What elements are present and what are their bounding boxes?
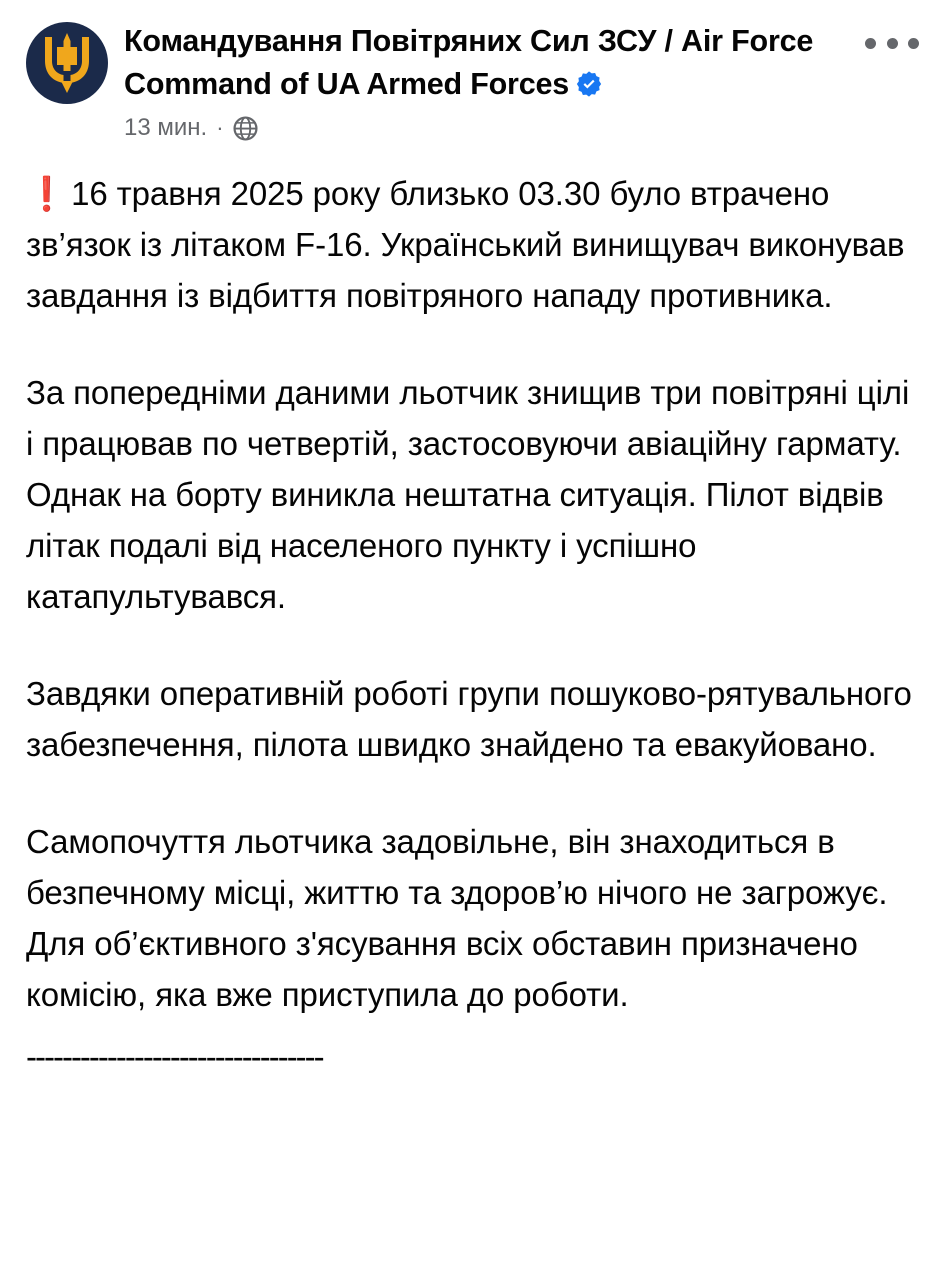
post-paragraph — [26, 816, 917, 1020]
post-paragraph-text: За попередніми даними льотчик знищив три повітряні цілі і працював по четвертій, застосовуючи авіаційну гармату. Однак на борту виникла нештатна ситуація. Пілот відвів літак подалі від населеного пункту і успішно катапультувався. — [26, 374, 910, 615]
post-header — [26, 18, 917, 142]
warning-mark-icon: ❗ — [26, 175, 68, 212]
post-paragraph — [26, 367, 917, 622]
post-paragraph — [26, 668, 917, 770]
ellipsis-icon[interactable] — [865, 26, 919, 60]
avatar[interactable] — [26, 22, 108, 104]
post-paragraph — [26, 168, 917, 321]
post-body — [26, 168, 917, 1072]
post-paragraph-text: Самопочуття льотчика задовільне, він знаходиться в безпечному місці, життю та здоров’ю нічого не загрожує. Для об’єктивного з'ясування всіх обставин призначено комісію, яка вже приступила до роботи. — [26, 823, 888, 1013]
meta-separator: · — [216, 115, 224, 140]
text-divider: --------------------------------- — [26, 1042, 323, 1072]
ukraine-trident-emblem-icon — [39, 31, 95, 95]
post-meta — [124, 114, 917, 142]
post-paragraph-text: 16 травня 2025 року близько 03.30 було втрачено зв’язок із літаком F-16. Український винищувач виконував завдання із відбиття повітряного нападу противника. — [26, 175, 905, 314]
globe-icon[interactable] — [233, 116, 258, 141]
verified-badge-icon — [575, 70, 603, 98]
page-name[interactable]: Командування Повітряних Сил ЗСУ / Air Force Command of UA Armed Forces — [124, 24, 814, 101]
post-paragraph-text: Завдяки оперативній роботі групи пошуково-рятувального забезпечення, пілота швидко знайдено та евакуйовано. — [26, 675, 912, 763]
post-timestamp[interactable]: 13 мин. — [124, 114, 208, 141]
header-text — [124, 18, 917, 142]
